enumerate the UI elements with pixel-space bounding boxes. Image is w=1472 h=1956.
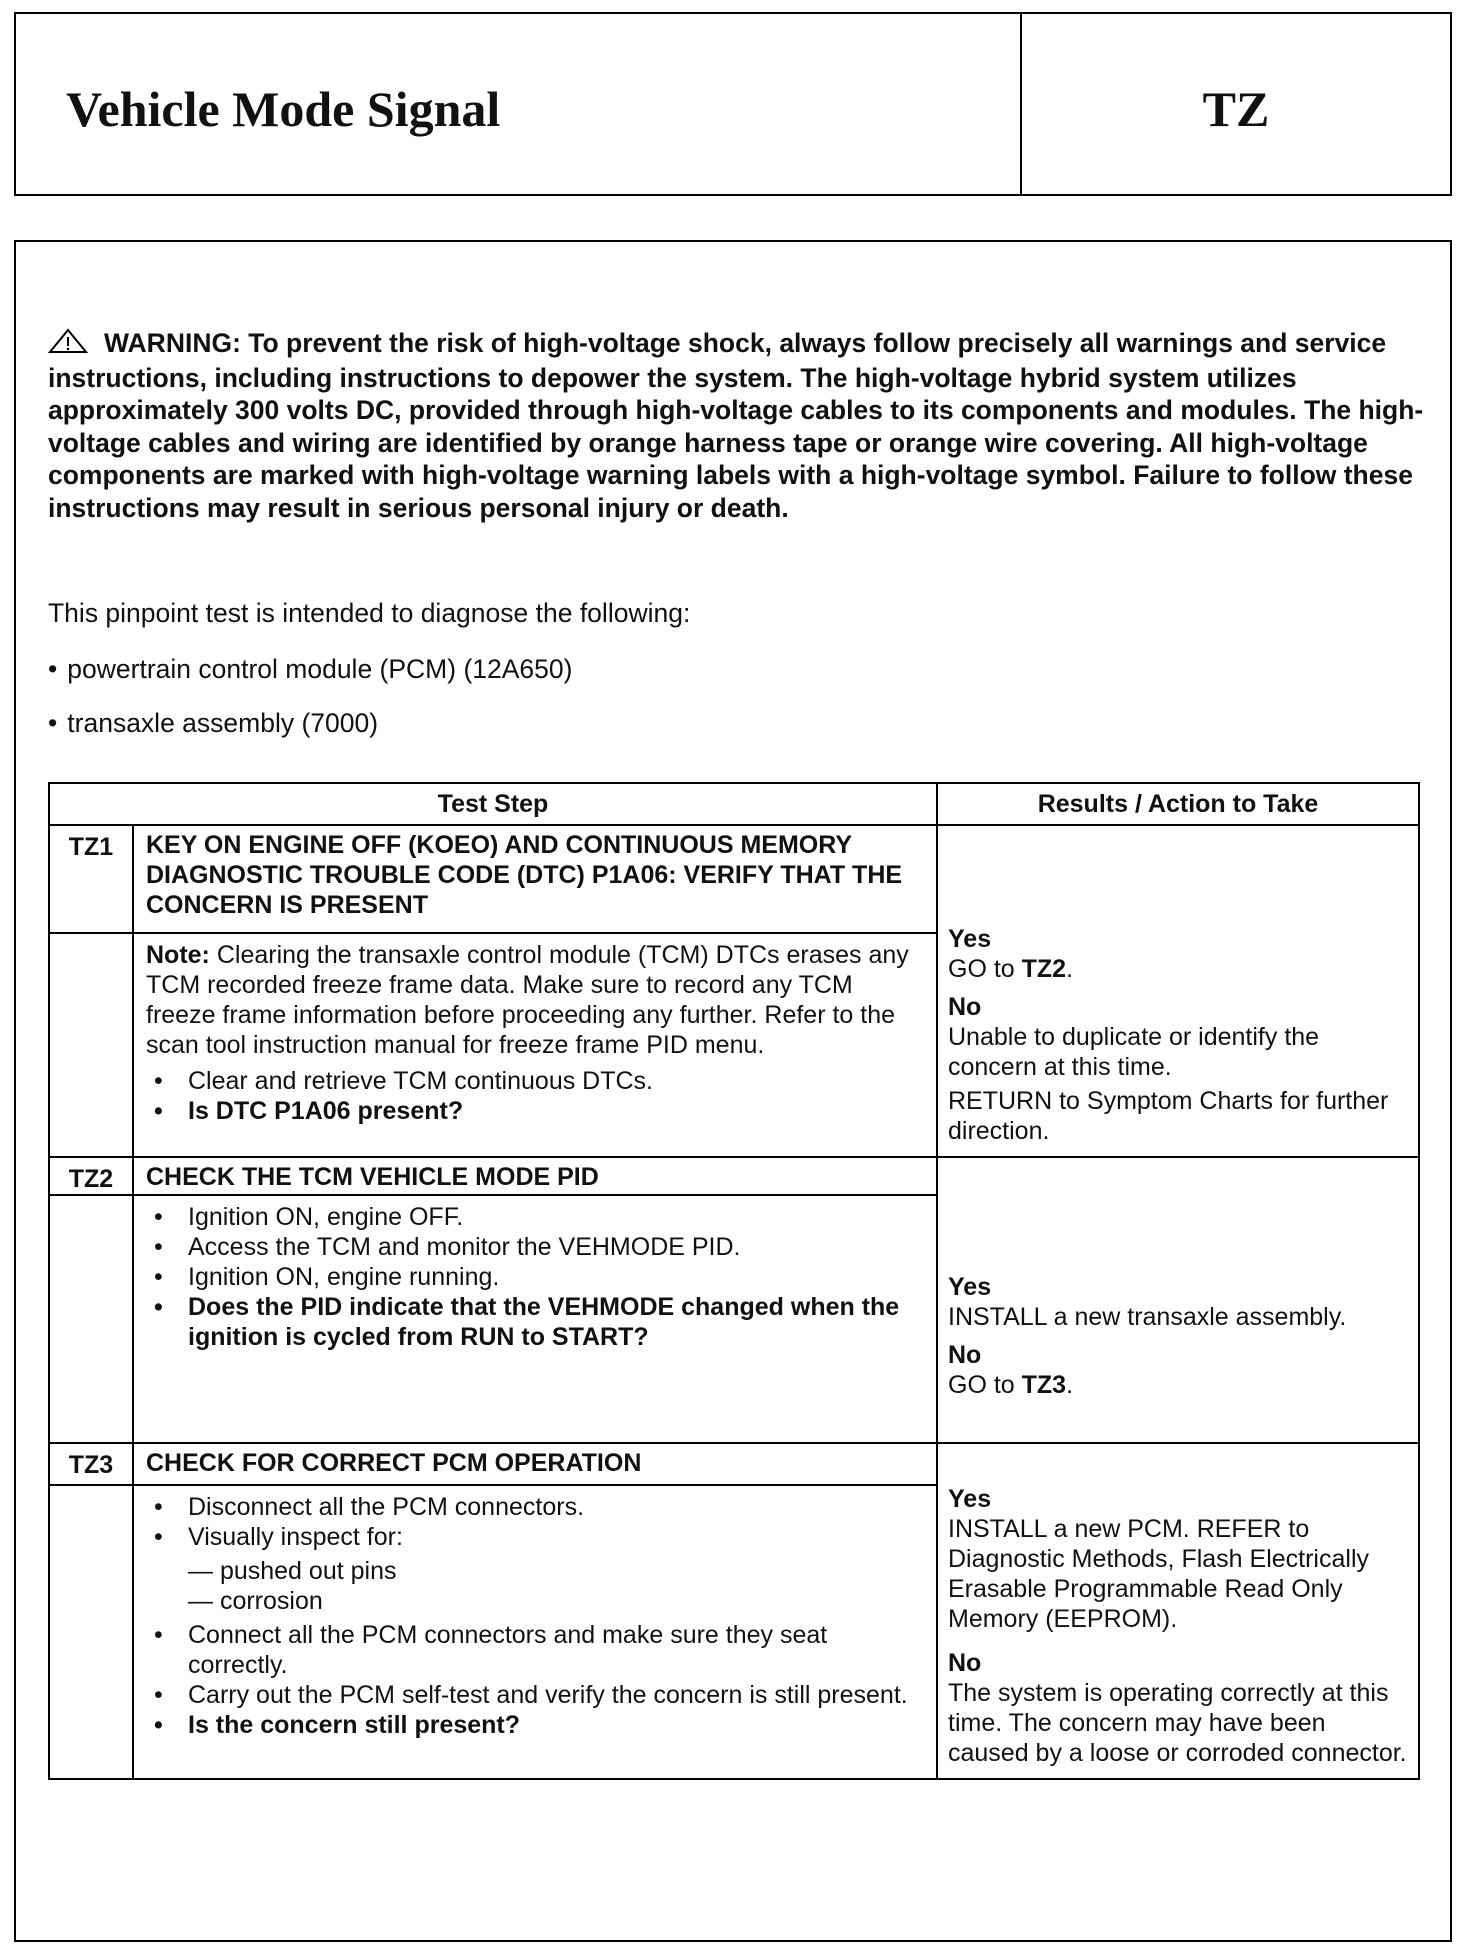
table-row bbox=[49, 1157, 1419, 1195]
list-item: • Ignition ON, engine OFF. bbox=[146, 1202, 924, 1232]
table-row bbox=[49, 1443, 1419, 1485]
result-no-text-2: RETURN to Symptom Charts for further direction. bbox=[948, 1087, 1389, 1145]
step-link-tz2: TZ2 bbox=[1021, 955, 1067, 983]
sub-list-item: — corrosion bbox=[188, 1587, 323, 1615]
step-title: CHECK THE TCM VEHICLE MODE PID bbox=[133, 1157, 937, 1195]
step-result: Yes GO to TZ2. No Unable to duplicate or identify the concern at this time. RETURN to Symptom Charts for further direction. bbox=[937, 825, 1419, 1157]
list-item: • Carry out the PCM self-test and verify the concern is still present. bbox=[146, 1680, 924, 1710]
step-code: TZ1 bbox=[49, 825, 133, 933]
list-item: • Visually inspect for: bbox=[146, 1522, 924, 1552]
step-body bbox=[133, 1485, 937, 1779]
warning-block bbox=[48, 327, 1428, 524]
step-question: • Is the concern still present? bbox=[146, 1710, 924, 1740]
list-item: • Ignition ON, engine running. bbox=[146, 1262, 924, 1292]
result-yes-text: INSTALL a new PCM. REFER to Diagnostic Methods, Flash Electrically Erasable Programmable Read Only Memory (EEPROM). bbox=[948, 1515, 1369, 1633]
intro-text: This pinpoint test is intended to diagnose the following: bbox=[48, 598, 691, 628]
result-yes-text: INSTALL a new transaxle assembly. bbox=[948, 1303, 1347, 1331]
result-yes-label: Yes bbox=[948, 1485, 992, 1513]
sub-list-item: — pushed out pins bbox=[188, 1557, 397, 1585]
step-result bbox=[937, 1443, 1419, 1779]
result-no-text: The system is operating correctly at this time. The concern may have been caused by a loose or corroded connector. bbox=[948, 1679, 1407, 1767]
step-code: TZ3 bbox=[49, 1443, 133, 1485]
content-box bbox=[14, 240, 1452, 1942]
list-item: • Disconnect all the PCM connectors. bbox=[146, 1492, 924, 1522]
note-text: Clearing the transaxle control module (TCM) DTCs erases any TCM recorded freeze frame data. Make sure to record any TCM freeze frame information before proceeding any further. Refer to the scan tool instruction manual for freeze frame PID menu. bbox=[146, 940, 909, 1059]
step-question: • Does the PID indicate that the VEHMODE changed when the ignition is cycled from RUN to START? bbox=[146, 1292, 924, 1352]
pinpoint-test-table bbox=[48, 782, 1420, 1780]
result-yes-label: Yes bbox=[948, 925, 992, 953]
result-no-label: No bbox=[948, 1649, 982, 1677]
step-title: KEY ON ENGINE OFF (KOEO) AND CONTINUOUS MEMORY DIAGNOSTIC TROUBLE CODE (DTC) P1A06: VERIFY THAT THE CONCERN IS PRESENT bbox=[133, 825, 937, 933]
note-label: Note: bbox=[146, 940, 210, 969]
list-item: • powertrain control module (PCM) (12A650) bbox=[48, 654, 573, 684]
step-title: CHECK FOR CORRECT PCM OPERATION bbox=[133, 1443, 937, 1485]
warning-text: WARNING: To prevent the risk of high-voltage shock, always follow precisely all warnings and service instructions, including instructions to depower the system. The high-voltage hybrid system utilizes approximately 300 volts DC, provided through high-voltage cables to its components and modules. The high-voltage cables and wiring are identified by orange harness tape or orange wire covering. All high-voltage components are marked with high-voltage warning labels with a high-voltage symbol. Failure to follow these instructions may result in serious personal injury or death. bbox=[48, 328, 1424, 523]
step-link-tz3: TZ3 bbox=[1021, 1371, 1067, 1399]
result-yes-label: Yes bbox=[948, 1273, 992, 1301]
result-no-text: Unable to duplicate or identify the concern at this time. bbox=[948, 1023, 1320, 1081]
step-code: TZ2 bbox=[49, 1157, 133, 1195]
step-result: Yes INSTALL a new transaxle assembly. No GO to TZ3. bbox=[937, 1157, 1419, 1443]
list-item: • Connect all the PCM connectors and make sure they seat correctly. bbox=[146, 1620, 924, 1680]
column-header-results: Results / Action to Take bbox=[937, 783, 1419, 825]
warning-triangle-icon bbox=[48, 328, 88, 362]
list-item: • Access the TCM and monitor the VEHMODE PID. bbox=[146, 1232, 924, 1262]
table-header-row bbox=[49, 783, 1419, 825]
result-no-label: No bbox=[948, 1341, 982, 1369]
result-no-label: No bbox=[948, 993, 982, 1021]
page-header bbox=[14, 12, 1452, 196]
column-header-test-step: Test Step bbox=[49, 783, 937, 825]
step-body bbox=[133, 1195, 937, 1443]
list-item: • Clear and retrieve TCM continuous DTCs. bbox=[146, 1066, 924, 1096]
page-title: Vehicle Mode Signal bbox=[66, 81, 501, 137]
step-question: • Is DTC P1A06 present? bbox=[146, 1096, 924, 1126]
table-row bbox=[49, 825, 1419, 933]
list-item: • transaxle assembly (7000) bbox=[48, 708, 379, 738]
step-body bbox=[133, 933, 937, 1157]
section-code: TZ bbox=[1202, 81, 1270, 137]
